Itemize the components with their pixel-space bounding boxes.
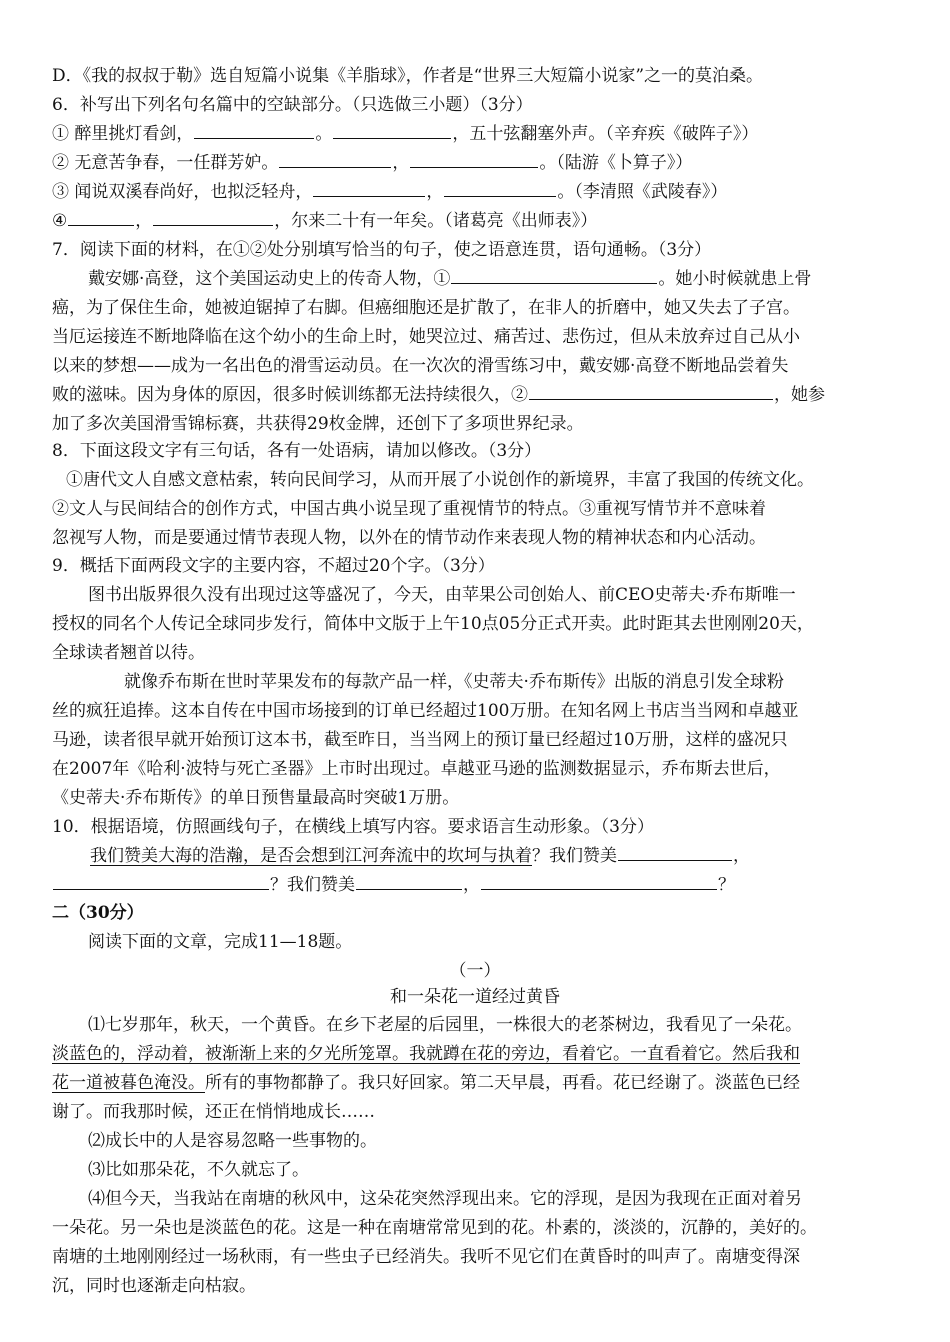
q7-line-4: 以来的梦想——成为一名出色的滑雪运动员。在一次次的滑雪练习中，戴安娜·高登不断地品尝着失: [52, 356, 789, 376]
essay-title: 和一朵花一道经过黄昏: [390, 987, 560, 1007]
answer-blank[interactable]: [279, 153, 391, 168]
essay-para-1-line: 谢了。而我那时候，还正在悄悄地成长……: [52, 1102, 375, 1122]
answer-blank[interactable]: [333, 124, 451, 139]
essay-para-2: ⑵成长中的人是容易忽略一些事物的。: [88, 1131, 377, 1151]
q9-para2-line: 马逊，读者很早就开始预订这本书，截至昨日，当当网上的预订量已经超过10万册，这样的盛况只: [52, 730, 788, 750]
q6-item-3: ③ 闻说双溪春尚好，也拟泛轻舟， ， 。（李清照《武陵春》）: [52, 182, 728, 202]
answer-blank[interactable]: [618, 846, 732, 861]
q7-line-6: 加了多次美国滑雪锦标赛，共获得29枚金牌，还创下了多项世界纪录。: [52, 414, 584, 434]
essay-para-4-line: 南塘的土地刚刚经过一场秋雨，有一些虫子已经消失。我听不见它们在黄昏时的叫声了。南塘变得深: [52, 1247, 800, 1267]
q9-para2-line: 在2007年《哈利·波特与死亡圣器》上市时出现过。卓越亚马逊的监测数据显示，乔布斯去世后，: [52, 759, 781, 779]
answer-blank[interactable]: [53, 875, 269, 890]
q9-para1-line: 图书出版界很久没有出现过这等盛况了，今天，由苹果公司创始人、前CEO史蒂夫·乔布斯唯一: [88, 585, 796, 605]
answer-blank[interactable]: [356, 875, 462, 890]
q9-para1-line: 全球读者翘首以待。: [52, 643, 205, 663]
q9-para1-line: 授权的同名个人传记全球同步发行，简体中文版于上午10点05分正式开卖。此时距其去世刚刚20天，: [52, 614, 814, 634]
q10-line-1: 我们赞美大海的浩瀚，是否会想到江河奔流中的坎坷与执着？我们赞美 ，: [90, 846, 750, 866]
essay-para-1-underlined: 淡蓝色的，浮动着，被渐渐上来的夕光所笼罩。我就蹲在花的旁边，看着它。一直看着它。然后我和: [52, 1044, 800, 1064]
essay-para-1-line: 花一道被暮色淹没。所有的事物都静了。我只好回家。第二天早晨，再看。花已经谢了。淡蓝色已经: [52, 1073, 800, 1093]
q9-title: 9．概括下面两段文字的主要内容，不超过20个字。（3分）: [52, 556, 495, 576]
essay-para-1: ⑴七岁那年，秋天，一个黄昏。在乡下老屋的后园里，一株很大的老茶树边，我看见了一朵花。: [88, 1015, 802, 1035]
q6-title: 6．补写出下列名句名篇中的空缺部分。（只选做三小题）（3分）: [52, 95, 533, 115]
q10-model-sentence: 我们赞美大海的浩瀚，是否会想到江河奔流中的坎坷与执着: [90, 846, 532, 866]
q9-para2-line: 就像乔布斯在世时苹果发布的每款产品一样，《史蒂夫·乔布斯传》出版的消息引发全球粉: [124, 672, 784, 692]
q6-item-2: ② 无意苦争春，一任群芳妒。 ， 。（陆游《卜算子》）: [52, 153, 693, 173]
answer-blank[interactable]: [444, 182, 556, 197]
q8-line-2: ②文人与民间结合的创作方式，中国古典小说呈现了重视情节的特点。③重视写情节并不意味着: [52, 499, 766, 519]
essay-para-4-line: ⑷但今天，当我站在南塘的秋风中，这朵花突然浮现出来。它的浮现，是因为我现在正面对着另: [88, 1189, 802, 1209]
q5-option-d: D．《我的叔叔于勒》选自短篇小说集《羊脂球》，作者是“世界三大短篇小说家”之一的莫泊桑。: [52, 66, 764, 86]
q10-line-2: ？我们赞美 ， ？: [52, 874, 735, 896]
answer-blank[interactable]: [194, 124, 314, 139]
q9-para2-line: 《史蒂夫·乔布斯传》的单日预售量最高时突破1万册。: [52, 788, 460, 808]
q9-para2-line: 丝的疯狂追捧。这本自传在中国市场接到的订单已经超过100万册。在知名网上书店当当网和卓越亚: [52, 701, 799, 721]
q6-item-1: ① 醉里挑灯看剑， 。 ，五十弦翻塞外声。（辛弃疾《破阵子》）: [52, 124, 759, 144]
q7-line-1: 戴安娜·高登，这个美国运动史上的传奇人物，① 。她小时候就患上骨: [88, 269, 812, 289]
answer-blank[interactable]: [410, 153, 538, 168]
section-2-heading: 二（30分）: [52, 903, 144, 923]
answer-blank[interactable]: [481, 875, 717, 890]
q10-title: 10．根据语境，仿照画线句子，在横线上填写内容。要求语言生动形象。（3分）: [52, 817, 654, 837]
answer-blank[interactable]: [68, 211, 134, 226]
q8-title: 8．下面这段文字有三句话，各有一处语病，请加以修改。（3分）: [52, 441, 542, 461]
q8-line-3: 忽视写人物，而是要通过情节表现人物，以外在的情节动作来表现人物的精神状态和内心活动。: [52, 528, 766, 548]
q7-line-3: 当厄运接连不断地降临在这个幼小的生命上时，她哭泣过、痛苦过、悲伤过，但从未放弃过自己从小: [52, 327, 800, 347]
q7-title: 7．阅读下面的材料，在①②处分别填写恰当的句子，使之语意连贯，语句通畅。（3分）: [52, 240, 712, 260]
answer-blank[interactable]: [529, 385, 773, 400]
section-2-intro: 阅读下面的文章，完成11—18题。: [88, 932, 353, 952]
answer-blank[interactable]: [451, 269, 657, 284]
answer-blank[interactable]: [153, 211, 273, 226]
q6-item-4: ④ ， ，尔来二十有一年矣。（诸葛亮《出师表》）: [52, 211, 598, 231]
q7-line-5: 败的滋味。因为身体的原因，很多时候训练都无法持续很久，② ，她参: [52, 385, 825, 405]
essay-para-4-line: 沉，同时也逐渐走向枯寂。: [52, 1276, 256, 1296]
answer-blank[interactable]: [313, 182, 425, 197]
q8-line-1: ①唐代文人自感文意枯索，转向民间学习，从而开展了小说创作的新境界，丰富了我国的传统文化。: [66, 470, 814, 490]
essay-para-3: ⑶比如那朵花，不久就忘了。: [88, 1160, 309, 1180]
essay-para-4-line: 一朵花。另一朵也是淡蓝色的花。这是一种在南塘常常见到的花。朴素的，淡淡的，沉静的，美好的。: [52, 1218, 817, 1238]
q7-line-2: 癌，为了保住生命，她被迫锯掉了右脚。但癌细胞还是扩散了，在非人的折磨中，她又失去了子宫。: [52, 298, 800, 318]
part-label: （一）: [449, 961, 501, 981]
